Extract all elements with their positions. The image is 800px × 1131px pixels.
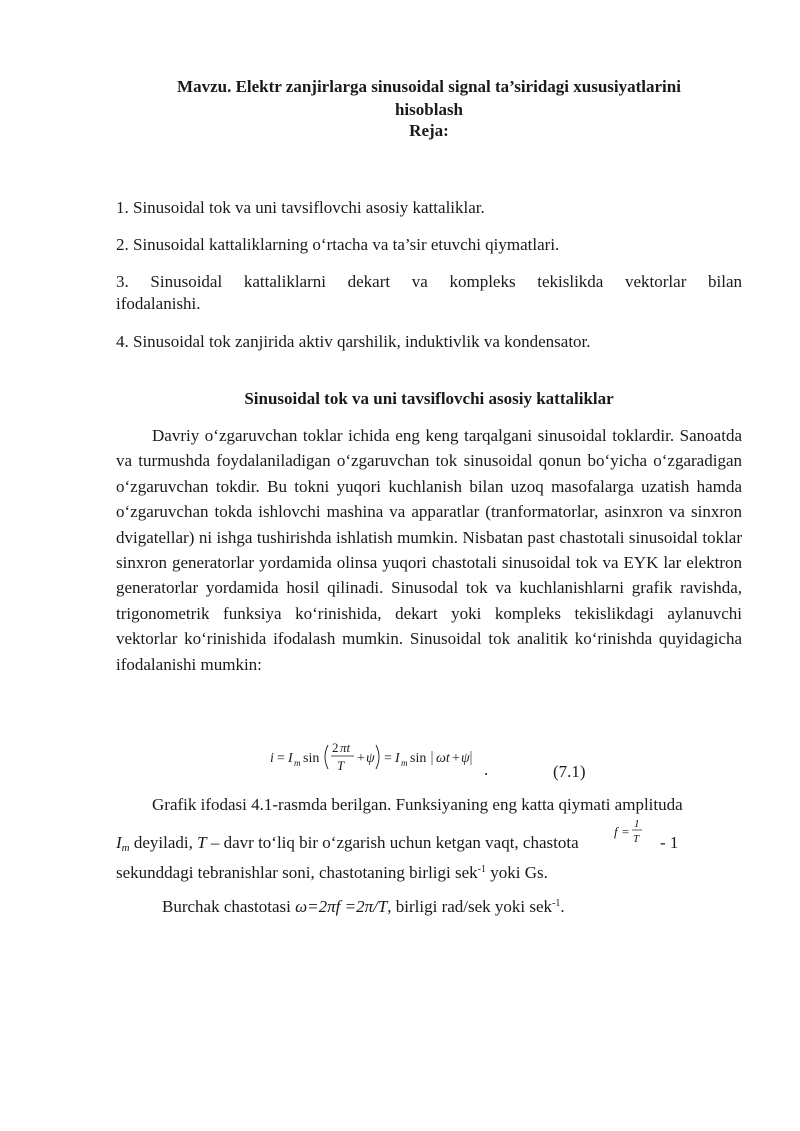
- frequency-formula: [612, 816, 652, 850]
- svg-text:2: 2: [332, 740, 339, 755]
- svg-text:=: =: [621, 824, 630, 839]
- plan-heading: Reja:: [409, 121, 449, 140]
- angular-frequency-line: [162, 893, 565, 918]
- svg-text:I: I: [288, 751, 293, 766]
- amplitude-text-b: – davr to‘liq bir o‘zgarish uchun ketgan vaqt, chastota: [206, 833, 579, 852]
- svg-text:I: I: [395, 751, 400, 766]
- angular-frequency-sup: -1: [552, 898, 561, 909]
- frequency-units-sup: -1: [477, 864, 486, 875]
- svg-text:=: =: [384, 751, 392, 766]
- body-paragraph: Davriy o‘zgaruvchan toklar ichida eng keng tarqalgani sinusoidal toklardir. Sanoatda va turmushda foydalaniladigan o‘zgaruvchan tok sinusoidal qonun bo‘yicha o‘zgaradigan o‘zgaruvchan tokdir. Bu tokni yuqori kuchlanish bilan uzoq masofalarga uzatish hamda o‘zgaruvchan tokda ishlovchi mashina va apparatlar (tranformatorlar, asinxron va sinxron dvigatellar) ni ishga tushirishda ishlatish mumkin. Nisbatan past chastotali sinusoidal toklar sinxron generatorlar yordamida olinsa yuqori chastotali sinusoidal tok va EYK lar elektron generatorlar yordamida hosil qilinadi. Sinusodal tok va kuchlanishlarni grafik ravishda, trigonometrik funksiya ko‘rinishida, dekart yoki kompleks tekislikdagi aylanuvchi vektorlar ko‘rinishida ifodalash mumkin. Sinusoidal tok analitik ko‘rinishda quyidagicha ifodalanishi mumkin:: [116, 426, 742, 674]
- svg-text:sin: sin: [303, 751, 320, 766]
- svg-text:m: m: [401, 758, 408, 768]
- section-title: Sinusoidal tok va uni tavsiflovchi asosiy kattaliklar: [244, 389, 614, 408]
- angular-frequency-formula: ω=2πf =2π/T: [295, 897, 388, 916]
- plan-item-3-line-2: ifodalanishi.: [116, 294, 201, 313]
- equation-7-1: [270, 733, 490, 781]
- angular-frequency-units: , birligi rad/sek yoki sek: [387, 897, 553, 916]
- frequency-tail: - 1: [660, 833, 679, 852]
- angular-frequency-label: Burchak chastotasi: [162, 897, 296, 916]
- plan-item-3: [116, 271, 742, 315]
- plan-item-3-line-1: 3. Sinusoidal kattaliklarni dekart va kompleks tekislikda vektorlar bilan: [116, 272, 742, 291]
- frequency-fraction-graphic: [612, 816, 652, 846]
- amplitude-line: [116, 832, 579, 859]
- svg-text:T: T: [633, 833, 640, 845]
- plan-item-2: 2. Sinusoidal kattaliklarning o‘rtacha va ta’sir etuvchi qiymatlari.: [116, 235, 560, 254]
- svg-text:+: +: [357, 751, 365, 766]
- equation-graphic: [270, 733, 490, 781]
- svg-text:+: +: [452, 751, 460, 766]
- svg-text:m: m: [294, 758, 301, 768]
- frequency-units-line: [116, 859, 548, 884]
- svg-text:i: i: [270, 751, 274, 766]
- graph-sentence: Grafik ifodasi 4.1-rasmda berilgan. Funksiyaning eng katta qiymati amplituda: [152, 795, 683, 814]
- svg-text:T: T: [337, 758, 345, 773]
- svg-text:=: =: [277, 751, 285, 766]
- svg-text:f: f: [614, 824, 618, 839]
- svg-text:sin: sin: [410, 751, 427, 766]
- svg-text:ψ: ψ: [366, 751, 375, 766]
- equation-dot: .: [484, 760, 489, 779]
- frequency-units-end: yoki Gs.: [486, 863, 548, 882]
- amplitude-subscript: m: [121, 842, 130, 854]
- svg-text:πt: πt: [340, 740, 351, 755]
- doc-title-line-1: Mavzu. Elektr zanjirlarga sinusoidal signal ta’siridagi xususiyatlarini: [177, 77, 681, 96]
- amplitude-symbol: I: [116, 833, 122, 852]
- svg-text:1: 1: [634, 818, 640, 830]
- equation-number: (7.1): [553, 762, 586, 781]
- plan-item-4: 4. Sinusoidal tok zanjirida aktiv qarshilik, induktivlik va kondensator.: [116, 332, 591, 351]
- frequency-units-text: sekunddagi tebranishlar soni, chastotaning birligi sek: [116, 863, 478, 882]
- plan-item-1: 1. Sinusoidal tok va uni tavsiflovchi asosiy kattaliklar.: [116, 198, 485, 217]
- amplitude-text-a: deyiladi,: [129, 833, 198, 852]
- period-symbol: T: [197, 833, 207, 852]
- angular-frequency-end: .: [560, 897, 565, 916]
- svg-text:ψ: ψ: [461, 751, 470, 766]
- svg-text:ωt: ωt: [436, 751, 450, 766]
- doc-title-line-2: hisoblash: [394, 100, 464, 119]
